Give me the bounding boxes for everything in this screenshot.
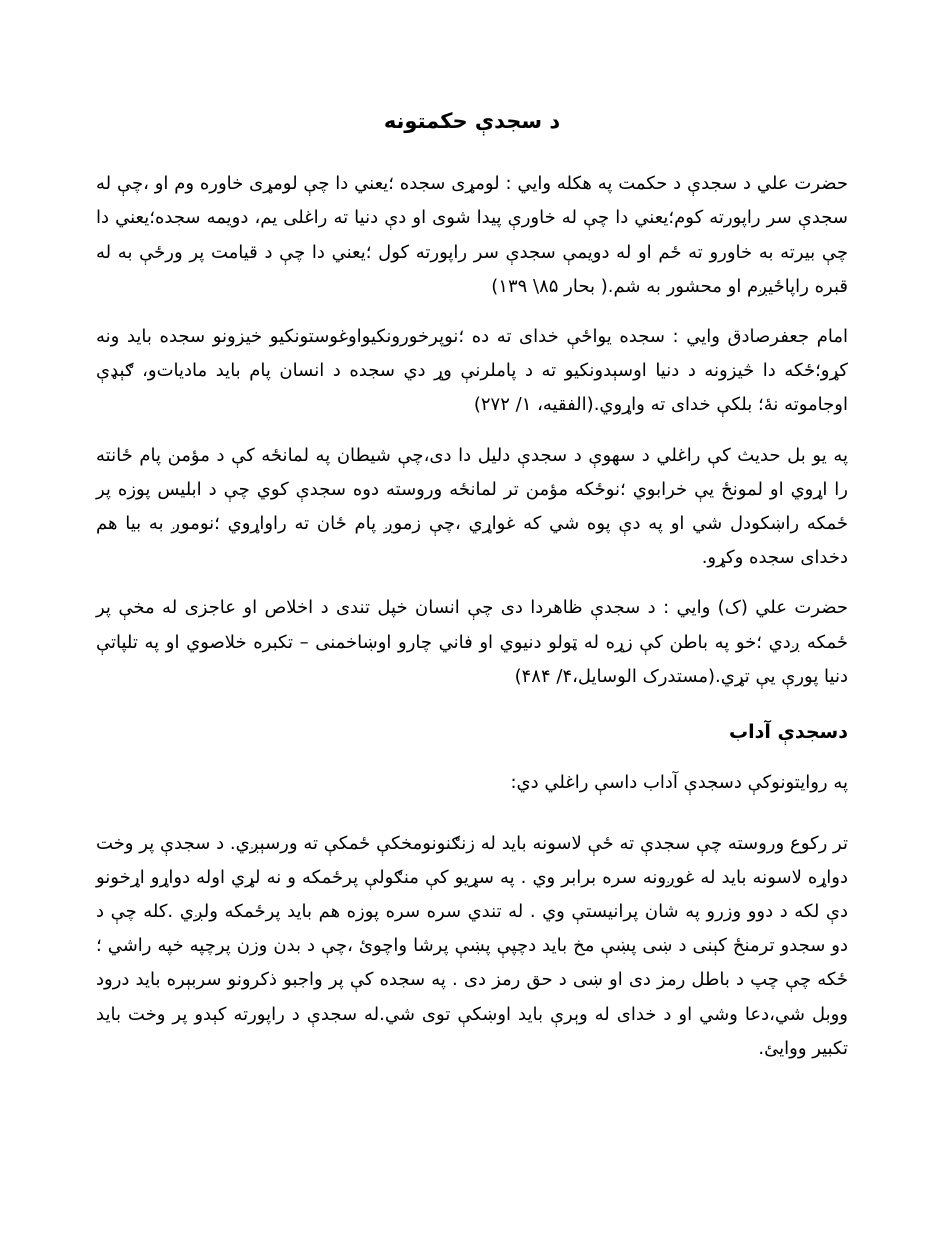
- section-heading-sajda-etiquette: دسجدې آداب: [728, 720, 848, 743]
- section-intro-text: په روايتونوکې دسجدې آداب داسې راغلي دي:: [510, 772, 848, 794]
- paragraph-ali-sajda-meaning: حضرت علي (ک) وايي : د سجدې ظاهردا دی چې انسان خپل تندی د اخلاص او عاجزی له مخې پر ځمکه ږدي ؛خو په باطن کې زړه له ټولو دنيوي او فاني چارو اوښاخمنی – تکبره خلاصوي او په تلپاتې دنيا پورې يې تړي.(مستدرک الوسايل،۴/ ۴۸۴): [96, 597, 848, 687]
- paragraph-sahw-sajda-hadith: په يو بل حديث کې راغلي د سهوې د سجدې دليل دا دی،چې شيطان په لمانځه کې د مؤمن پام ځانته را اړوي او لمونځ يې خرابوي ؛نوځکه مؤمن تر لمانځه وروسته دوه سجدې کوي چې د ابليس پوزه پر ځمکه راښکودل شي او په دې پوه شي که غواړي ،چې زموږ پام ځان ته راواړوي ؛نوموږ به بيا هم دخدای سجده وکړو.: [96, 444, 848, 569]
- paragraph-ali-sajda-wisdom: حضرت علي د سجدې د حکمت په هکله وايي : لومړی سجده ؛يعني دا چې لومړی خاوره وم او ،چې له سجدې سر راپورته کوم؛يعني دا چې له خاورې پيدا شوی او دې دنيا ته راغلی يم، دويمه سجده؛يعني دا چې بيرته به خاورو ته ځم او له دويمې سجدې سر راپورته کول ؛يعني دا چې د قيامت پر ورځې به له قبره راپاځيږم او محشور به شم.( بحار ۸۵\ ۱۳۹): [96, 173, 848, 297]
- paragraph-imam-jafar-sadiq: امام جعفرصادق وايي : سجده يواځې خدای ته ده ؛نوپرخورونکيواوغوستونکيو خيزونو سجده بايد ونه کړو؛ځکه دا څيزونه د دنيا اوسېدونکيو ته د پاملرنې وړ دي سجده د انسان پام بايد ماديات‌و، ګېډې اوجاموته نهٔ؛ بلکې خدای ته واړوي.(الفقيه، ۱/ ۲۷۲): [96, 326, 848, 416]
- paragraph-sajda-etiquette-details: تر رکوع وروسته چې سجدې ته ځې لاسونه بايد له زنګنونومخکې ځمکې ته ورسېږي. د سجدې پر وخت دواړه لاسونه بايد له غوږونه سره برابر وي . په سړيو کې منګولې پرځمکه و نه لړي اوله دواړو اړخونو دې لکه د دوو وزرو په شان پرانيستې وي . له تندي سره سره پوزه هم بايد پرځمکه ولږي .کله چې د دو سجدو ترمنځ کېنی د ښی پښې مخ بايد دچپې پښې پرشا واچوئ ،چې د بدن وزن پرچپه خپه راشي ؛ځکه چې چپ د باطل رمز دی او ښی د حق رمز دی . په سجده کې پر واجبو ذکرونو سربېره بايد درود ووبل شي،دعا وشي او د خدای له وېرې بايد اوښکې توی شي.له سجدې د راپورته کېدو پر وخت بايد تکبير ووايئ.: [96, 832, 848, 1059]
- document-title: د سجدې حکمتونه: [383, 109, 561, 133]
- document-page: [96, 108, 848, 1082]
